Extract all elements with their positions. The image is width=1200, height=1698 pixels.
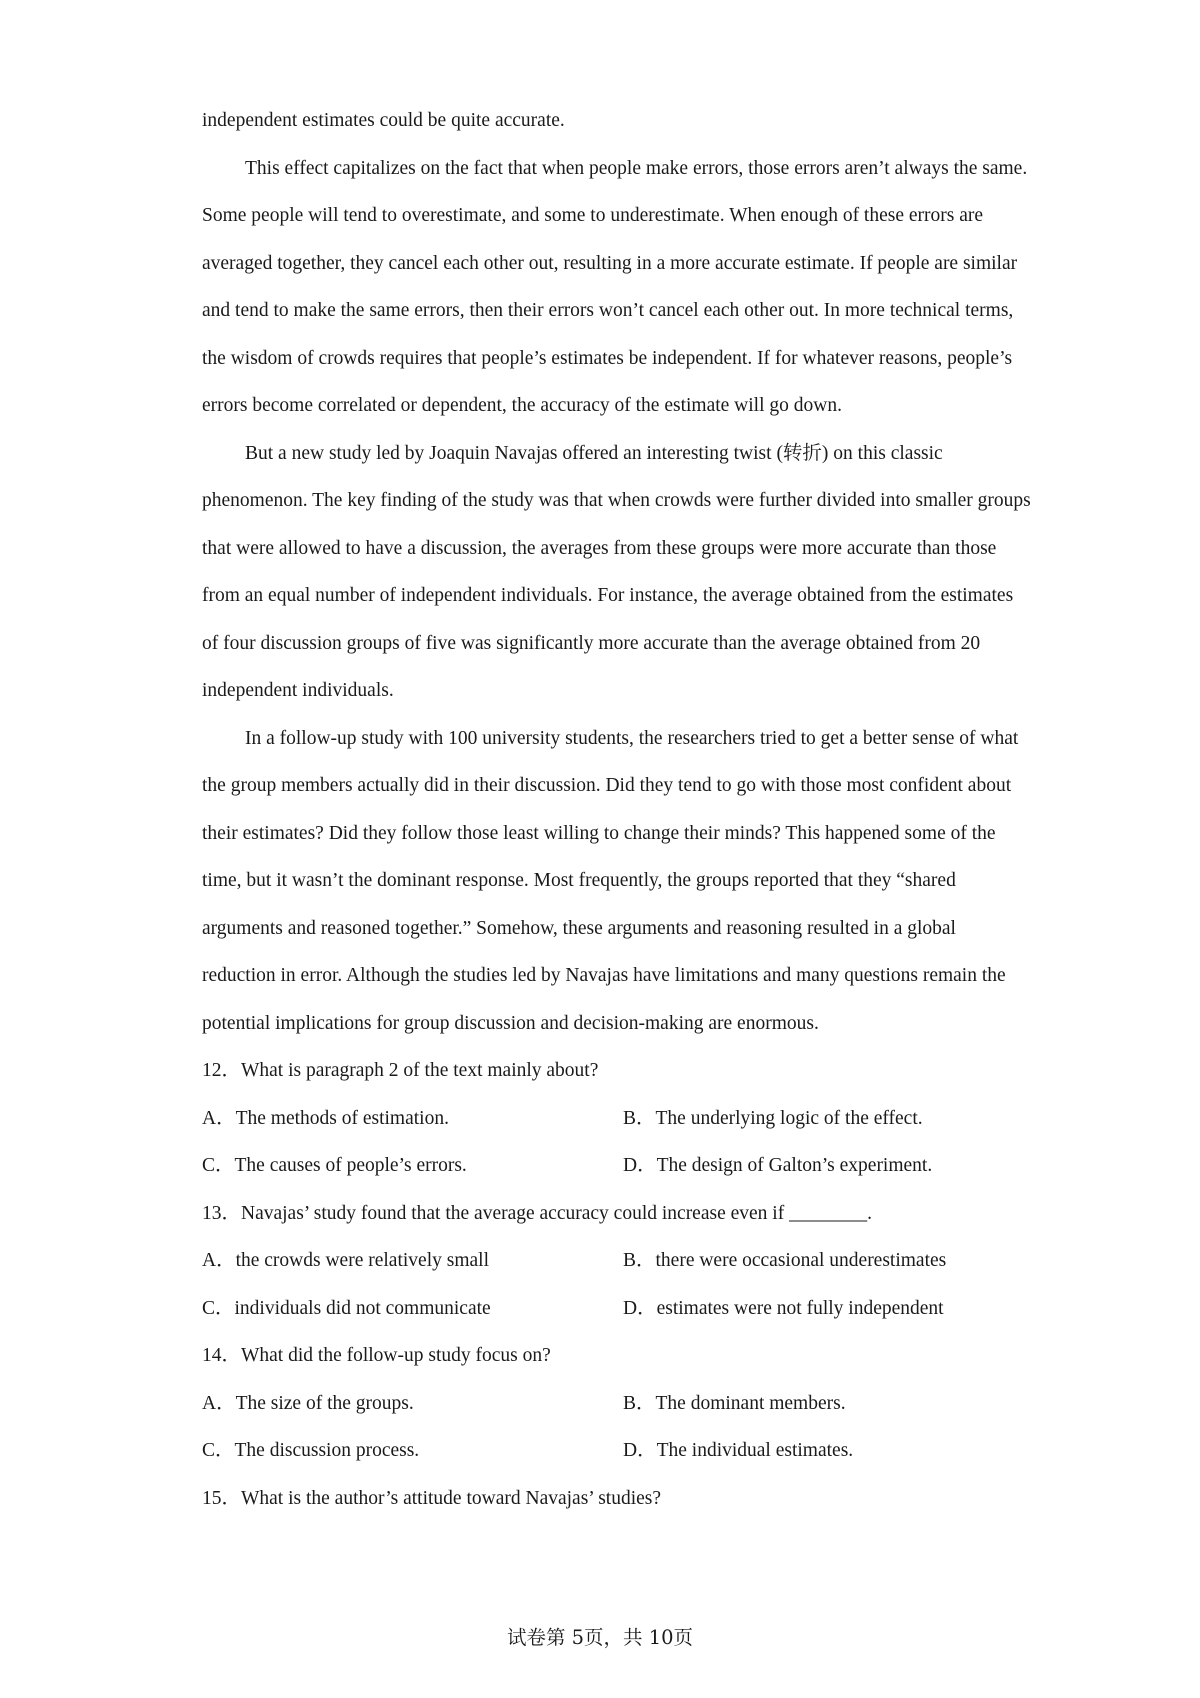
- question-options: [202, 1237, 1032, 1332]
- question-12: [202, 1047, 1032, 1190]
- passage-paragraph-0: independent estimates could be quite accurate.: [202, 110, 565, 131]
- passage-paragraph-1: This effect capitalizes on the fact that when people make errors, those errors aren’t always the same. Some people will tend to overestimate, and some to underestimate. When enough of these errors are averaged together, they cancel each other out, resulting in a more accurate estimate. If people are similar and tend to make the same errors, then their errors won’t cancel each other out. In more technical terms, the wisdom of crowds requires that people’s estimates be independent. If for whatever reasons, people’s errors become correlated or dependent, the accuracy of the estimate will go down.: [202, 157, 1028, 416]
- option-c: C．The discussion process.: [202, 1440, 420, 1461]
- question-stem: 12．What is paragraph 2 of the text mainly about?: [202, 1060, 599, 1081]
- passage-paragraph-2: But a new study led by Joaquin Navajas offered an interesting twist (转折) on this classic phenomenon. The key finding of the study was that when crowds were further divided into smaller groups that were allowed to have a discussion, the averages from these groups were more accurate than those from an equal number of independent individuals. For instance, the average obtained from the estimates of four discussion groups of five was significantly more accurate than the average obtained from 20 independent individuals.: [202, 442, 1031, 701]
- question-options: [202, 1380, 1032, 1475]
- question-stem: 14．What did the follow-up study focus on?: [202, 1345, 551, 1366]
- question-options: [202, 1095, 1032, 1190]
- option-b: B．there were occasional underestimates: [623, 1250, 947, 1271]
- question-15: [202, 1475, 1032, 1523]
- page-footer: 试卷第 5页，共 10页: [506, 1626, 694, 1649]
- option-a: A．The methods of estimation.: [202, 1107, 449, 1129]
- question-stem: 13．Navajas’ study found that the average accuracy could increase even if ________.: [202, 1202, 872, 1224]
- question-13: [202, 1190, 1032, 1333]
- option-d: D．The design of Galton’s experiment.: [623, 1155, 933, 1176]
- option-a: A．The size of the groups.: [202, 1392, 414, 1414]
- option-b: B．The dominant members.: [623, 1392, 846, 1414]
- option-d: D．estimates were not fully independent: [623, 1297, 944, 1319]
- option-a: A．the crowds were relatively small: [202, 1250, 489, 1271]
- page-content: [202, 97, 1032, 1522]
- question-14: [202, 1332, 1032, 1475]
- option-c: C．The causes of people’s errors.: [202, 1155, 467, 1176]
- option-d: D．The individual estimates.: [623, 1440, 854, 1461]
- option-c: C．individuals did not communicate: [202, 1297, 491, 1319]
- option-b: B．The underlying logic of the effect.: [623, 1107, 923, 1129]
- question-stem: 15．What is the author’s attitude toward Navajas’ studies?: [202, 1487, 662, 1509]
- passage-paragraph-3: In a follow-up study with 100 university students, the researchers tried to get a better sense of what the group members actually did in their discussion. Did they tend to go with those most confident about their estimates? Did they follow those least willing to change their minds? This happened some of the time, but it wasn’t the dominant response. Most frequently, the groups reported that they “shared arguments and reasoned together.” Somehow, these arguments and reasoning resulted in a global reduction in error. Although the studies led by Navajas have limitations and many questions remain the potential implications for group discussion and decision-making are enormous.: [202, 727, 1019, 1034]
